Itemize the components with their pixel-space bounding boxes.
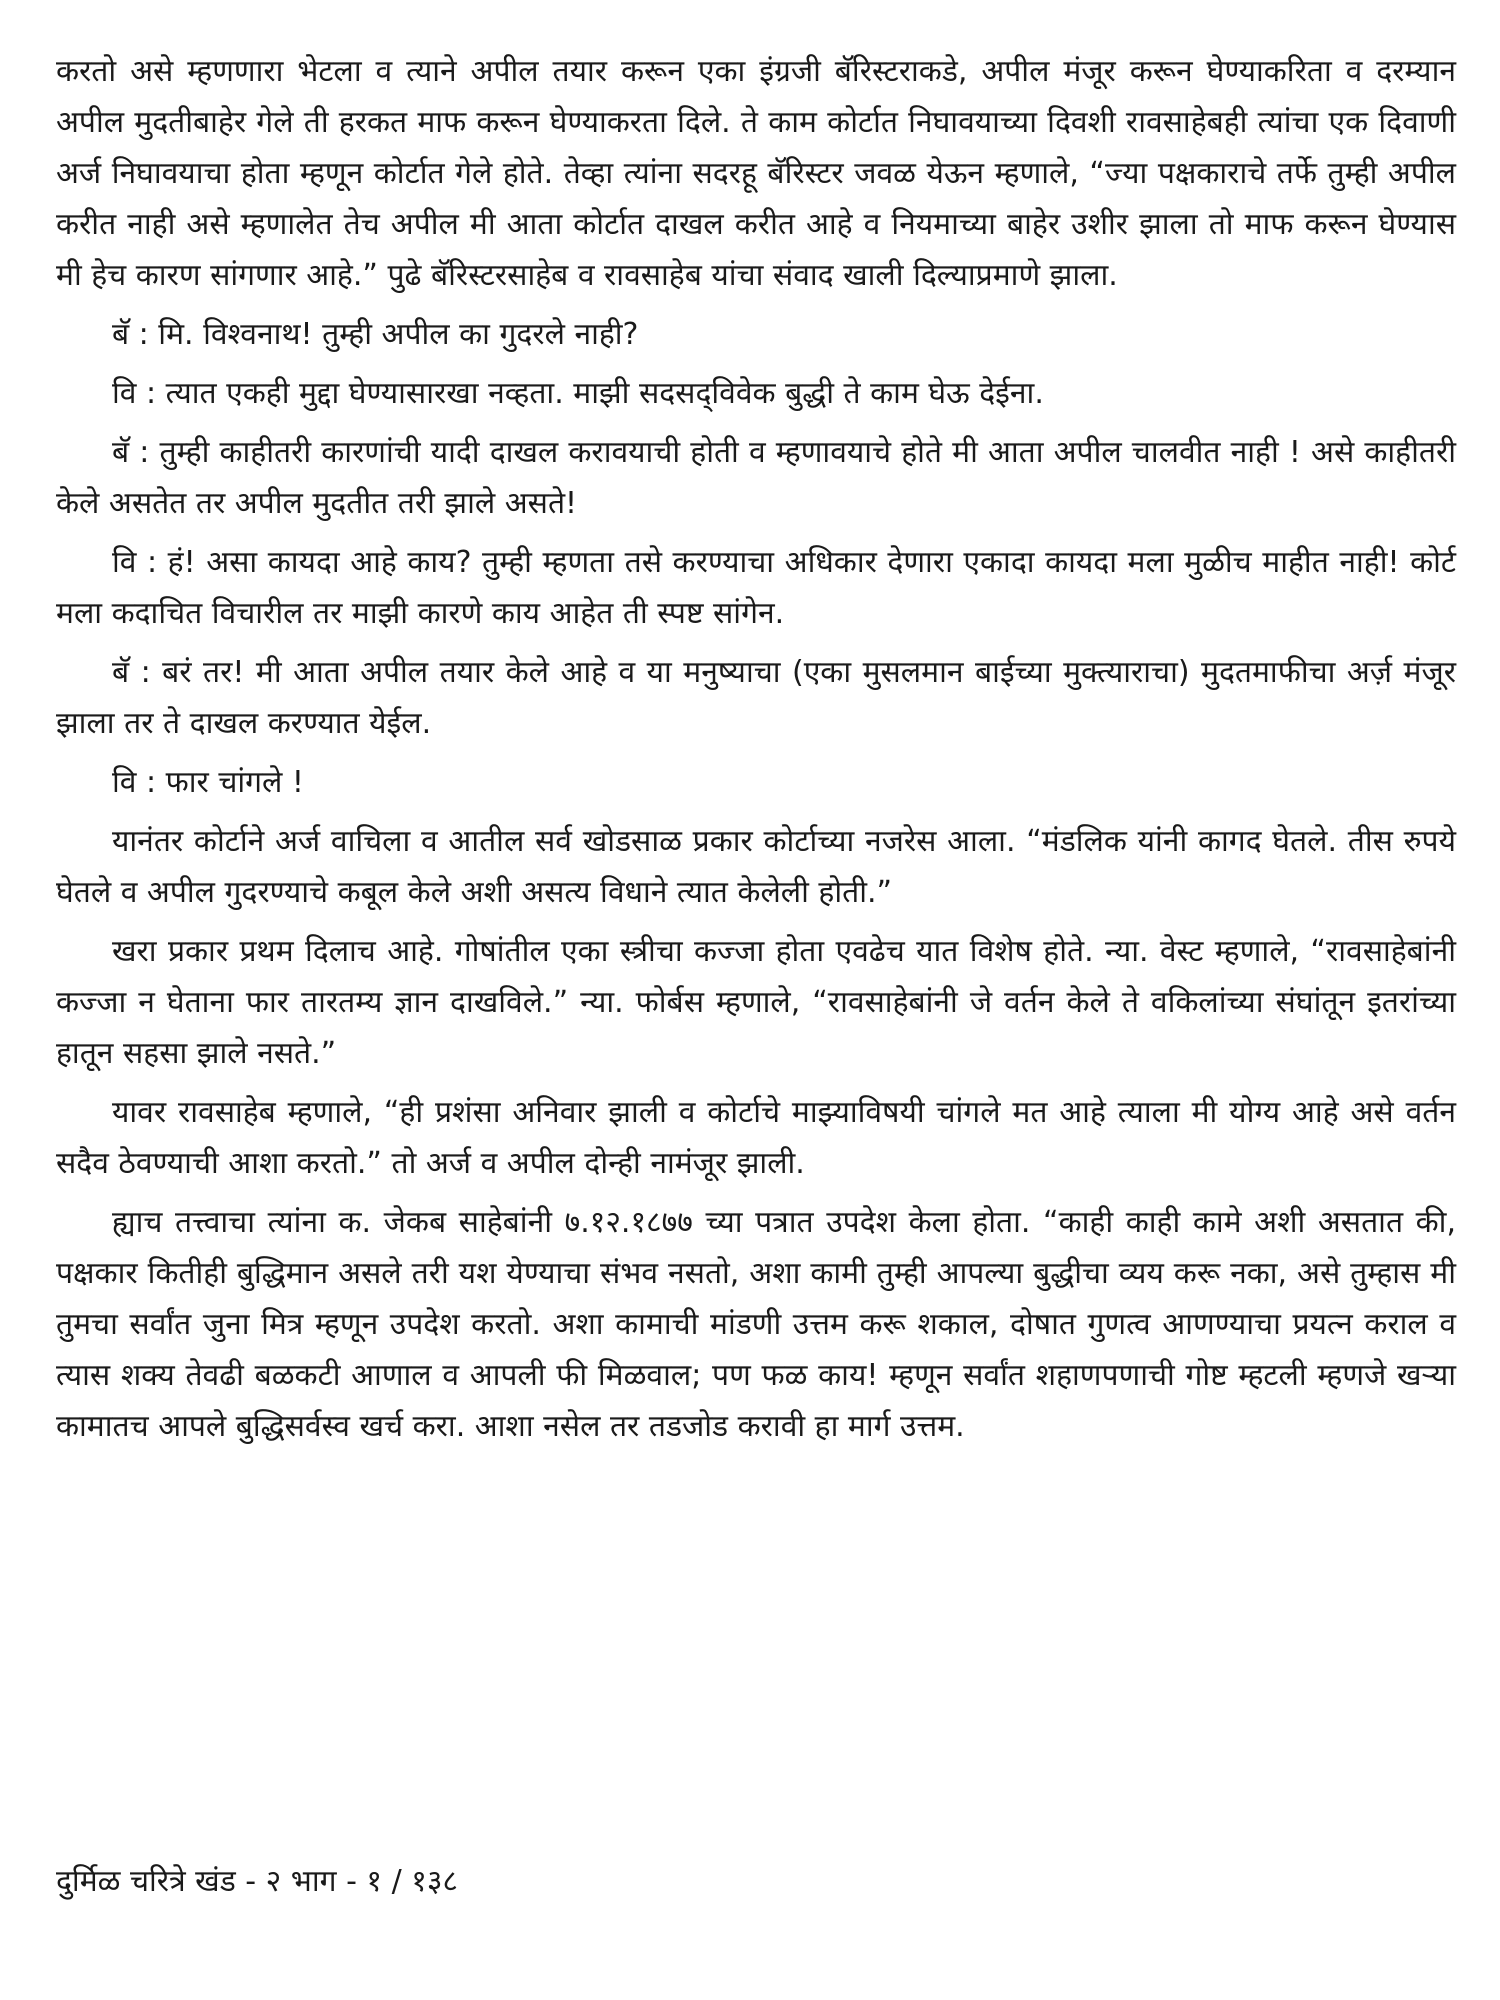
dialogue-barrister-3: बॅ : बरं तर! मी आता अपील तयार केले आहे व या मनुष्याचा (एका मुसलमान बाईच्या मुक्त्याराचा) मुदतमाफीचा अर्ज़ मंजूर झाला तर ते दाखल करण्यात येईल. bbox=[56, 655, 1456, 741]
dialogue-vishwanath-1: वि : त्यात एकही मुद्दा घेण्यासारखा नव्हता. माझी सदसद्‌विवेक बुद्धी ते काम घेऊ देईना. bbox=[112, 376, 1044, 411]
paragraph-court-reads: यानंतर कोर्टाने अर्ज वाचिला व आतील सर्व खोडसाळ प्रकार कोर्टाच्या नजरेस आला. “मंडलिक यांनी कागद घेतले. तीस रुपये घेतले व अपील गुदरण्याचे कबूल केले अशी असत्य विधाने त्यात केलेली होती.” bbox=[56, 824, 1456, 910]
document-page bbox=[56, 46, 1456, 1460]
paragraph-raosaheb-reply: यावर रावसाहेब म्हणाले, “ही प्रशंसा अनिवार झाली व कोर्टाचे माझ्याविषयी चांगले मत आहे त्याला मी योग्य आहे असे वर्तन सदैव ठेवण्याची आशा करतो.” तो अर्ज व अपील दोन्ही नामंजूर झाली. bbox=[56, 1095, 1456, 1181]
dialogue-vishwanath-3: वि : फार चांगले ! bbox=[112, 765, 304, 800]
paragraph-true-story: खरा प्रकार प्रथम दिलाच आहे. गोषांतील एका स्त्रीचा कज्जा होता एवढेच यात विशेष होते. न्या. वेस्ट म्हणाले, “रावसाहेबांनी कज्जा न घेताना फार तारतम्य ज्ञान दाखविले.” न्या. फोर्बस म्हणाले, “रावसाहेबांनी जे वर्तन केले ते वकिलांच्या संघांतून इतरांच्या हातून सहसा झाले नसते.” bbox=[56, 934, 1456, 1071]
dialogue-vishwanath-2: वि : हं! असा कायदा आहे काय? तुम्ही म्हणता तसे करण्याचा अधिकार देणारा एकादा कायदा मला मुळीच माहीत नाही! कोर्ट मला कदाचित विचारील तर माझी कारणे काय आहेत ती स्पष्ट सांगेन. bbox=[56, 545, 1456, 631]
paragraph-continuation: करतो असे म्हणणारा भेटला व त्याने अपील तयार करून एका इंग्रजी बॅरिस्टराकडे, अपील मंजूर करून घेण्याकरिता व दरम्यान अपील मुदतीबाहेर गेले ती हरकत माफ करून घेण्याकरता दिले. ते काम कोर्टात निघावयाच्या दिवशी रावसाहेबही त्यांचा एक दिवाणी अर्ज निघावयाचा होता म्हणून कोर्टात गेले होते. तेव्हा त्यांना सदरहू बॅरिस्टर जवळ येऊन म्हणाले, “ज्या पक्षकाराचे तर्फे तुम्ही अपील करीत नाही असे म्हणालेत तेच अपील मी आता कोर्टात दाखल करीत आहे व नियमाच्या बाहेर उशीर झाला तो माफ करून घेण्यास मी हेच कारण सांगणार आहे.” पुढे बॅरिस्टरसाहेब व रावसाहेब यांचा संवाद खाली दिल्याप्रमाणे झाला. bbox=[56, 54, 1456, 293]
dialogue-barrister-1: बॅ : मि. विश्वनाथ! तुम्ही अपील का गुदरले नाही? bbox=[112, 317, 639, 352]
dialogue-barrister-2: बॅ : तुम्ही काहीतरी कारणांची यादी दाखल करावयाची होती व म्हणावयाचे होते मी आता अपील चालवीत नाही ! असे काहीतरी केले असतेत तर अपील मुदतीत तरी झाले असते! bbox=[56, 435, 1456, 521]
page-footer: दुर्मिळ चरित्रे खंड - २ भाग - १ / १३८ bbox=[56, 1864, 459, 1899]
paragraph-jacob-advice: ह्याच तत्त्वाचा त्यांना क. जेकब साहेबांनी ७.१२.१८७७ च्या पत्रात उपदेश केला होता. “काही काही कामे अशी असतात की, पक्षकार कितीही बुद्धिमान असले तरी यश येण्याचा संभव नसतो, अशा कामी तुम्ही आपल्या बुद्धीचा व्यय करू नका, असे तुम्हास मी तुमचा सर्वांत जुना मित्र म्हणून उपदेश करतो. अशा कामाची मांडणी उत्तम करू शकाल, दोषात गुणत्व आणण्याचा प्रयत्न कराल व त्यास शक्य तेवढी बळकटी आणाल व आपली फी मिळवाल; पण फळ काय! म्हणून सर्वांत शहाणपणाची गोष्ट म्हटली म्हणजे खऱ्या कामातच आपले बुद्धिसर्वस्व खर्च करा. आशा नसेल तर तडजोड करावी हा मार्ग उत्तम. bbox=[56, 1205, 1456, 1444]
